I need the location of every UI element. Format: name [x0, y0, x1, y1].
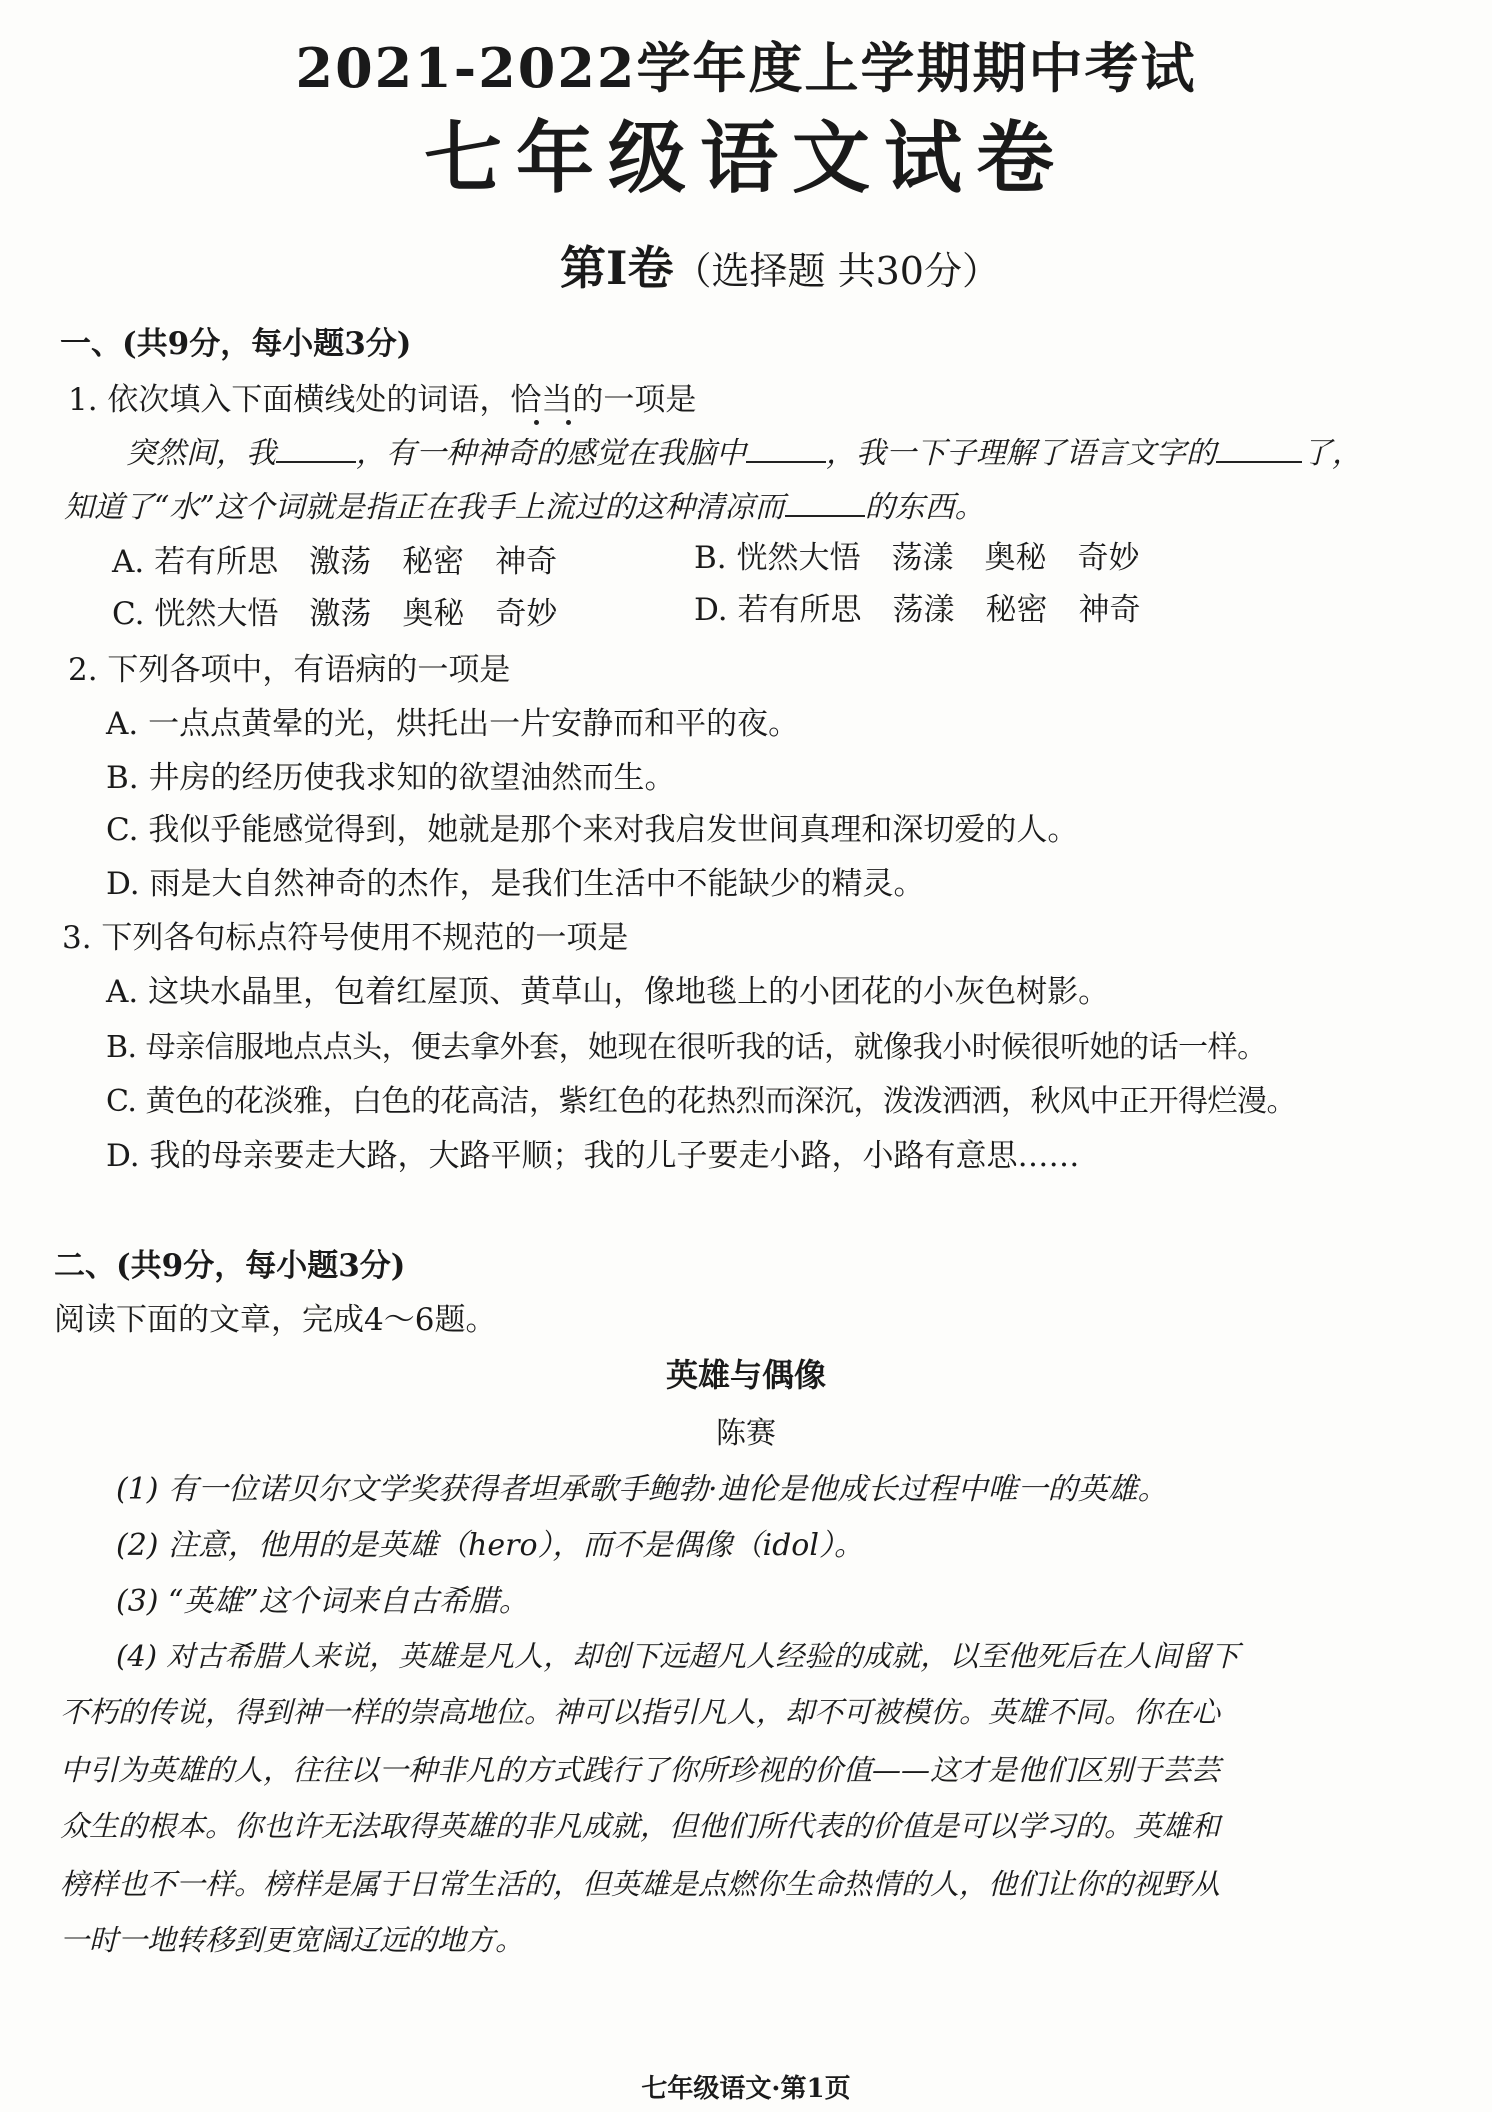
question-2-option-a: A. 一点点黄晕的光，烘托出一片安静而和平的夜。 — [106, 706, 800, 742]
article-paragraph-4-line: 中引为英雄的人，往往以一种非凡的方式践行了你所珍视的价值——这才是他们区别于芸芸 — [60, 1753, 1221, 1787]
article-paragraph-4-line: 一时一地转移到更宽阔辽远的地方。 — [60, 1923, 525, 1957]
question-1-option-d: D. 若有所思 荡漾 秘密 神奇 — [694, 592, 1141, 628]
answer-blank — [276, 433, 356, 463]
answer-blank — [785, 487, 865, 517]
question-1-option-c: C. 恍然大悟 激荡 奥秘 奇妙 — [112, 596, 558, 632]
page-footer: 七年级语文·第1页 — [641, 2074, 851, 2104]
section-2-heading: 二、(共9分，每小题3分) — [54, 1248, 406, 1284]
article-author: 陈赛 — [716, 1416, 776, 1451]
question-1-stem: 1. 依次填入下面横线处的词语，恰当的一项是 — [68, 382, 697, 418]
question-3-option-b: B. 母亲信服地点点头，便去拿外套，她现在很听我的话，就像我小时候很听她的话一样。 — [106, 1030, 1267, 1065]
paper-title: 七年级语文试卷 — [423, 113, 1068, 204]
article-paragraph-1: (1) 有一位诺贝尔文学奖获得者坦承歌手鲍勃·迪伦是他成长过程中唯一的英雄。 — [116, 1472, 1168, 1507]
question-2-option-b: B. 井房的经历使我求知的欲望油然而生。 — [106, 760, 676, 796]
reading-instruction: 阅读下面的文章，完成4～6题。 — [54, 1302, 497, 1338]
question-3-option-c: C. 黄色的花淡雅，白色的花高洁，紫红色的花热烈而深沉，泼泼洒洒，秋风中正开得烂漫。 — [106, 1084, 1296, 1119]
question-2-option-c: C. 我似乎能感觉得到，她就是那个来对我启发世间真理和深切爱的人。 — [106, 812, 1079, 848]
question-3-option-a: A. 这块水晶里，包着红屋顶、黄草山，像地毯上的小团花的小灰色树影。 — [106, 974, 1110, 1010]
answer-blank — [746, 433, 826, 463]
section-1-heading: 一、(共9分，每小题3分) — [60, 326, 412, 362]
question-2-option-d: D. 雨是大自然神奇的杰作，是我们生活中不能缺少的精灵。 — [106, 866, 925, 902]
question-3-stem: 3. 下列各句标点符号使用不规范的一项是 — [62, 920, 629, 956]
question-1-option-a: A. 若有所思 激荡 秘密 神奇 — [112, 544, 558, 580]
question-1-passage-line-1: 突然间，我 ，有一种神奇的感觉在我脑中 ，我一下子理解了语言文字的 了， — [126, 428, 1362, 472]
answer-blank — [1216, 433, 1302, 463]
exam-title: 2021-2022学年度上学期期中考试 — [295, 36, 1197, 100]
question-1-option-b: B. 恍然大悟 荡漾 奥秘 奇妙 — [694, 540, 1140, 576]
article-paragraph-4-line: 众生的根本。你也许无法取得英雄的非凡成就，但他们所代表的价值是可以学习的。英雄和 — [60, 1809, 1221, 1843]
part-label: 第Ⅰ卷 — [560, 241, 674, 295]
article-paragraph-3: (3) “英雄”这个词来自古希腊。 — [116, 1584, 529, 1619]
article-paragraph-4-line: (4) 对古希腊人来说，英雄是凡人，却创下远超凡人经验的成就，以至他死后在人间留下 — [116, 1639, 1240, 1673]
article-paragraph-2: (2) 注意，他用的是英雄（hero），而不是偶像（idol）。 — [116, 1528, 864, 1563]
part-heading — [560, 232, 1000, 298]
question-2-stem: 2. 下列各项中，有语病的一项是 — [68, 652, 511, 688]
article-paragraph-4-line: 不朽的传说，得到神一样的崇高地位。神可以指引凡人，却不可被模仿。英雄不同。你在心 — [60, 1695, 1221, 1729]
question-3-option-d: D. 我的母亲要走大路，大路平顺；我的儿子要走小路，小路有意思…… — [106, 1138, 1080, 1174]
article-title: 英雄与偶像 — [665, 1356, 826, 1394]
question-1-passage-line-2: 知道了“水”这个词就是指正在我手上流过的这种清凉而 的东西。 — [64, 482, 985, 526]
emphasis-dot — [534, 420, 539, 425]
article-paragraph-4-line: 榜样也不一样。榜样是属于日常生活的，但英雄是点燃你生命热情的人，他们让你的视野从 — [60, 1867, 1221, 1901]
emphasis-dot — [566, 420, 571, 425]
part-note: （选择题 共30分） — [673, 249, 1000, 293]
